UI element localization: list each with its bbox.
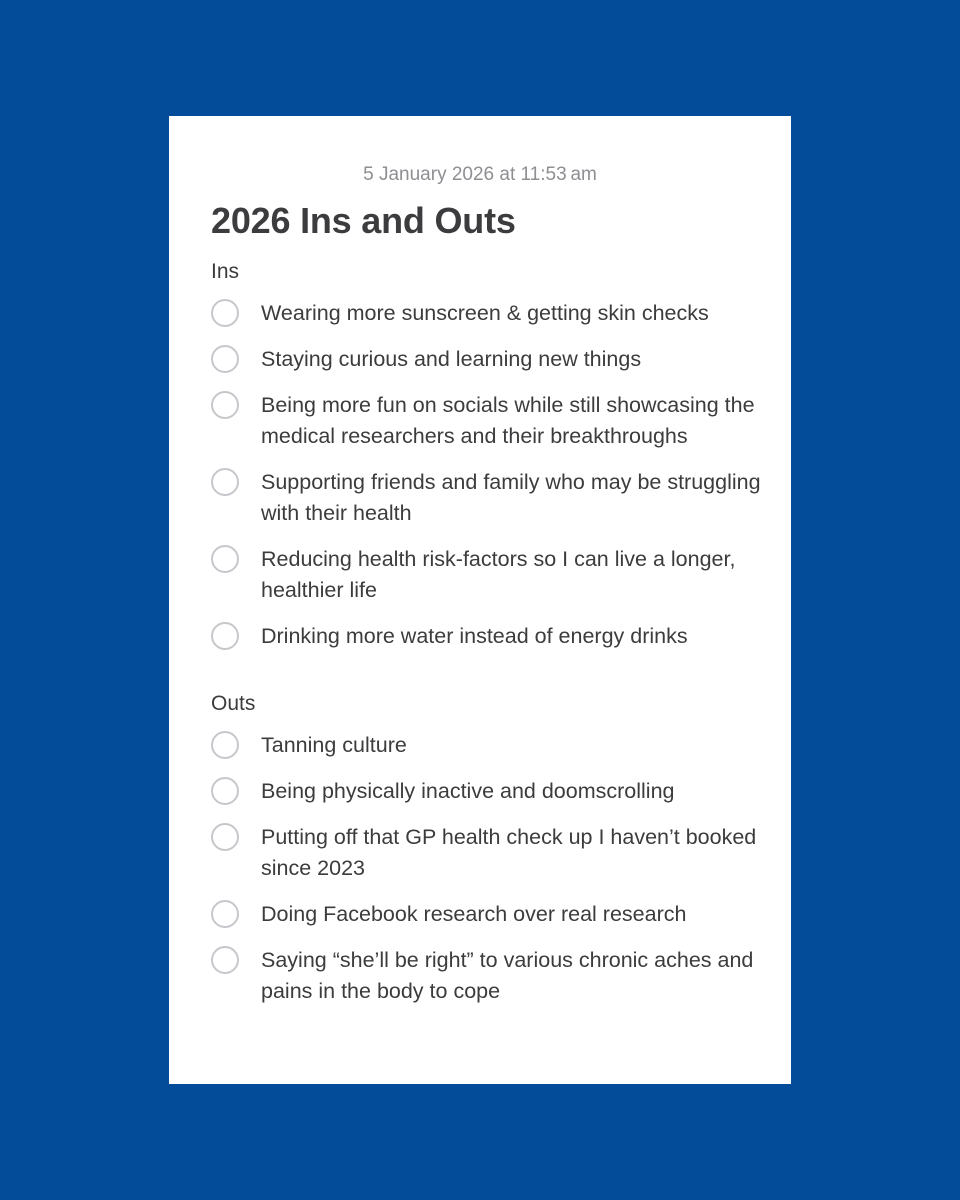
checkbox-circle-icon[interactable] (211, 622, 239, 650)
checklist-item-text[interactable]: Drinking more water instead of energy drinks (261, 624, 688, 648)
checklist-item-text[interactable]: Supporting friends and family who may be struggling with their health (261, 470, 761, 525)
checklist-item-text[interactable]: Staying curious and learning new things (261, 347, 642, 371)
checkbox-circle-icon[interactable] (211, 900, 239, 928)
checklist-ins (211, 298, 761, 652)
checkbox-circle-icon[interactable] (211, 731, 239, 759)
checkbox-circle-icon[interactable] (211, 777, 239, 805)
checklist-item (211, 730, 761, 761)
checkbox-circle-icon[interactable] (211, 946, 239, 974)
checklist-item-text[interactable]: Being more fun on socials while still showcasing the medical researchers and their breakthroughs (261, 393, 755, 448)
section-ins (211, 258, 761, 652)
note-timestamp: 5 January 2026 at 11:53 am (363, 164, 597, 185)
checkbox-circle-icon[interactable] (211, 299, 239, 327)
section-label-ins[interactable]: Ins (211, 260, 240, 283)
checklist-item (211, 945, 761, 1007)
checkbox-circle-icon[interactable] (211, 823, 239, 851)
checklist-item-text[interactable]: Wearing more sunscreen & getting skin checks (261, 301, 709, 325)
checklist-item-text[interactable]: Being physically inactive and doomscrolling (261, 779, 675, 803)
checkbox-circle-icon[interactable] (211, 545, 239, 573)
checklist-item-text[interactable]: Tanning culture (261, 733, 407, 757)
checklist-item (211, 467, 761, 529)
checklist-item (211, 899, 761, 930)
checkbox-circle-icon[interactable] (211, 468, 239, 496)
checkbox-circle-icon[interactable] (211, 391, 239, 419)
checklist-item (211, 621, 761, 652)
checklist-item (211, 298, 761, 329)
checklist-outs (211, 730, 761, 1007)
checklist-item (211, 822, 761, 884)
checklist-item-text[interactable]: Saying “she’ll be right” to various chronic aches and pains in the body to cope (261, 948, 754, 1003)
checklist-item (211, 390, 761, 452)
note-title[interactable]: 2026 Ins and Outs (211, 200, 516, 241)
section-outs (211, 690, 761, 1007)
checklist-item-text[interactable]: Doing Facebook research over real research (261, 902, 687, 926)
checklist-item (211, 344, 761, 375)
checklist-item (211, 544, 761, 606)
checklist-item-text[interactable]: Reducing health risk-factors so I can live a longer, healthier life (261, 547, 736, 602)
section-label-outs[interactable]: Outs (211, 692, 256, 715)
note-card (169, 116, 791, 1084)
checkbox-circle-icon[interactable] (211, 345, 239, 373)
checklist-item (211, 776, 761, 807)
checklist-item-text[interactable]: Putting off that GP health check up I haven’t booked since 2023 (261, 825, 757, 880)
